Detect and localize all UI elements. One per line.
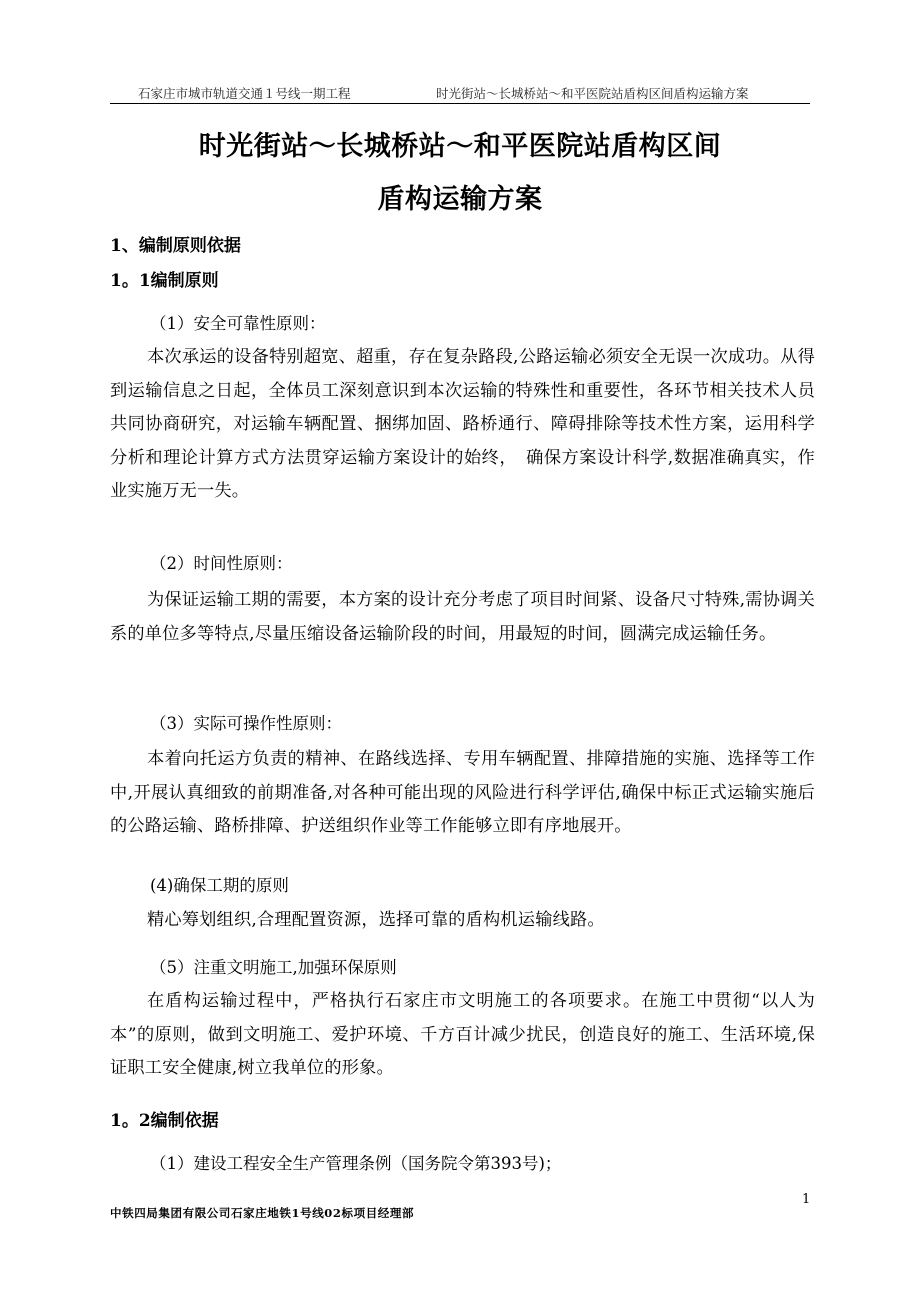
principle-5-label: （5）注重文明施工,加强环保原则 xyxy=(150,958,397,977)
principle-5-text: 在盾构运输过程中，严格执行石家庄市文明施工的各项要求。在施工中贯彻“以人为本”的原则，做到文明施工、爱护环境、千方百计减少扰民，创造良好的施工、生活环境,保证职工安全健康,树立我单位的形象。 xyxy=(110,991,815,1078)
basis-1-label: （1）建设工程安全生产管理条例（国务院令第393号)； xyxy=(150,1154,562,1173)
principle-2-text: 为保证运输工期的需要，本方案的设计充分考虑了项目时间紧、设备尺寸特殊,需协调关系的单位多等特点,尽量压缩设备运输阶段的时间，用最短的时间，圆满完成运输任务。 xyxy=(110,590,815,644)
document-title-line1: 时光街站～长城桥站～和平医院站盾构区间 xyxy=(198,131,722,162)
section-heading-1: 1、编制原则依据 xyxy=(110,236,241,256)
section-heading-1-2: 1。2编制依据 xyxy=(110,1111,219,1131)
principle-2-label: （2）时间性原则： xyxy=(150,554,293,573)
header-project: 石家庄市城市轨道交通１号线一期工程 xyxy=(138,86,351,101)
principle-4-label: (4)确保工期的原则 xyxy=(150,876,289,895)
principle-4-text: 精心筹划组织,合理配置资源，选择可靠的盾构机运输线路。 xyxy=(147,910,605,930)
page-number: 1 xyxy=(802,1192,811,1207)
document-title-line2: 盾构运输方案 xyxy=(377,184,543,215)
running-header xyxy=(110,84,810,102)
header-divider xyxy=(110,103,810,104)
principle-3-label: （3）实际可操作性原则： xyxy=(150,714,342,733)
header-doc-title: 时光街站～长城桥站～和平医院站盾构区间盾构运输方案 xyxy=(436,86,749,101)
section-heading-1-1: 1。1编制原则 xyxy=(110,271,219,291)
principle-1-label: （1）安全可靠性原则： xyxy=(150,314,326,333)
principle-3-text: 本着向托运方负责的精神、在路线选择、专用车辆配置、排障措施的实施、选择等工作中,开展认真细致的前期准备,对各种可能出现的风险进行科学评估,确保中标正式运输实施后的公路运输、路桥排障、护送组织作业等工作能够立即有序地展开。 xyxy=(110,749,815,836)
page-footer: 中铁四局集团有限公司石家庄地铁1号线02标项目经理部 xyxy=(110,1206,415,1220)
principle-1-text: 本次承运的设备特别超宽、超重，存在复杂路段,公路运输必须安全无误一次成功。从得到运输信息之日起，全体员工深刻意识到本次运输的特殊性和重要性，各环节相关技术人员共同协商研究，对运输车辆配置、捆绑加固、路桥通行、障碍排除等技术性方案，运用科学分析和理论计算方式方法贯穿运输方案设计的始终， 确保方案设计科学,数据准确真实，作业实施万无一失。 xyxy=(110,347,815,501)
